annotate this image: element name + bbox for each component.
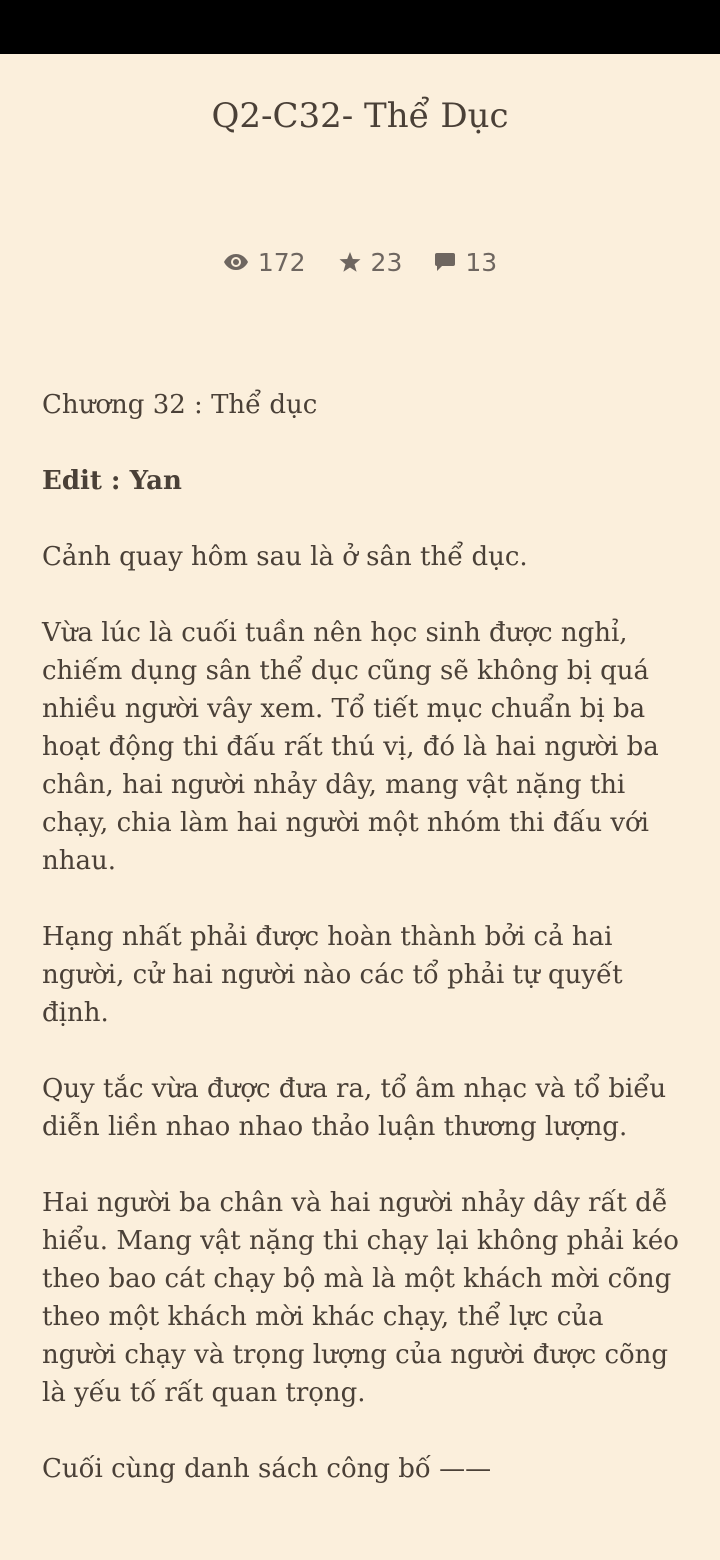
- paragraph: Hạng nhất phải được hoàn thành bởi cả hai người, cử hai người nào các tổ phải tự quyết định.: [42, 922, 623, 1028]
- chapter-heading: Chương 32 : Thể dục: [42, 390, 318, 420]
- paragraph: Hai người ba chân và hai người nhảy dây rất dễ hiểu. Mang vật nặng thi chạy lại không phải kéo theo bao cát chạy bộ mà là một khách mời cõng theo một khách mời khác chạy, thể lực của người chạy và trọng lượng của người được cõng là yếu tố rất quan trọng.: [42, 1188, 679, 1408]
- paragraph: Quy tắc vừa được đưa ra, tổ âm nhạc và tổ biểu diễn liền nhao nhao thảo luận thương lượng.: [42, 1074, 667, 1142]
- chapter-content: [42, 386, 682, 1526]
- views-stat: [223, 248, 306, 277]
- views-count: 172: [257, 247, 306, 277]
- chapter-stats: [0, 240, 720, 284]
- star-icon: [338, 251, 362, 273]
- eye-icon: [223, 253, 249, 271]
- paragraph: Vừa lúc là cuối tuần nên học sinh được nghỉ, chiếm dụng sân thể dục cũng sẽ không bị quá nhiều người vây xem. Tổ tiết mục chuẩn bị ba hoạt động thi đấu rất thú vị, đó là hai người ba chân, hai người nhảy dây, mang vật nặng thi chạy, chia làm hai người một nhóm thi đấu với nhau.: [42, 618, 659, 876]
- comment-icon: [434, 251, 456, 273]
- editor-credit: Edit : Yan: [42, 466, 182, 496]
- chapter-title: Q2-C32- Thể Dục: [211, 96, 509, 136]
- stars-count: 23: [370, 247, 403, 277]
- status-bar: [0, 0, 720, 54]
- paragraph: Cảnh quay hôm sau là ở sân thể dục.: [42, 542, 528, 572]
- paragraph: Cuối cùng danh sách công bố ——: [42, 1454, 492, 1484]
- comments-count: 13: [465, 247, 498, 277]
- stars-stat: [338, 248, 403, 277]
- comments-stat: [434, 248, 497, 277]
